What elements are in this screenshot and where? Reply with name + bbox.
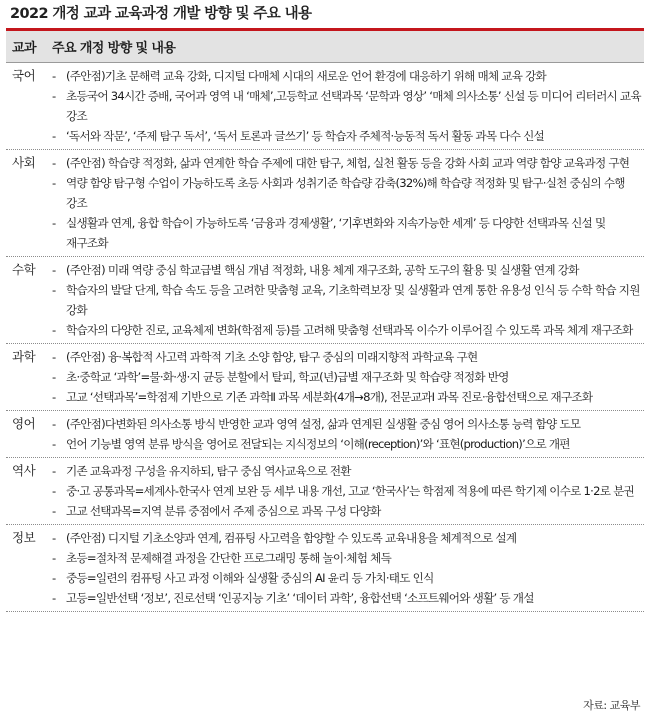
content-cell	[52, 153, 644, 253]
page-title: 2022 개정 교과 교육과정 개발 방향 및 주요 내용	[10, 6, 312, 22]
list-item	[52, 501, 644, 521]
item-text: 초등국어 34시간 증배, 국어과 영역 내 ‘매체’,고등학교 선택과목 ‘문학과 영상’ ‘매체 의사소통’ 신설 등 미디어 리터러시 교육 강조	[66, 89, 641, 123]
list-item	[52, 548, 644, 568]
item-text: 중·고 공통과목=세계사-한국사 연계 보완 등 세부 내용 개선, 고교 ‘한국사’는 학점제 적용에 따른 학기제 이수로 1·2로 분권	[66, 484, 634, 498]
item-bullet: -	[52, 591, 56, 605]
item-bullet: -	[52, 129, 56, 143]
list-item	[52, 213, 644, 253]
list-item	[52, 588, 644, 608]
item-bullet: -	[52, 531, 56, 545]
table-row	[6, 525, 644, 612]
item-text: 기존 교육과정 구성을 유지하되, 탐구 중심 역사교육으로 전환	[66, 464, 351, 478]
table-row	[6, 458, 644, 525]
item-bullet: -	[52, 263, 56, 277]
item-bullet: -	[52, 417, 56, 431]
list-item	[52, 173, 644, 213]
table-row	[6, 411, 644, 458]
item-text: ‘독서와 작문’, ‘주제 탐구 독서’, ‘독서 토론과 글쓰기’ 등 학습자 주체적·능동적 독서 활동 과목 다수 신설	[66, 129, 544, 143]
item-bullet: -	[52, 504, 56, 518]
item-bullet: -	[52, 69, 56, 83]
list-item	[52, 66, 644, 86]
subject-cell: 사회	[12, 155, 36, 170]
item-text: 중등=일련의 컴퓨팅 사고 과정 이해와 실생활 중심의 AI 윤리 등 가치·태도 인식	[66, 571, 434, 585]
item-bullet: -	[52, 571, 56, 585]
table-header	[6, 31, 644, 63]
item-text: 학습자의 다양한 진로, 교육체제 변화(학점제 등)를 고려해 맞춤형 선택과목 이수가 이루어질 수 있도록 과목 체계 재구조화	[66, 323, 633, 337]
item-bullet: -	[52, 390, 56, 404]
item-text: (주안점)다변화된 의사소통 방식 반영한 교과 영역 설정, 삶과 연계된 실생활 중심 영어 의사소통 능력 함양 도모	[66, 417, 581, 431]
item-text: 언어 기능별 영역 분류 방식을 영어로 전달되는 지식정보의 ‘이해(reception)’와 ‘표현(production)’으로 개편	[66, 437, 570, 451]
subject-cell: 수학	[12, 262, 36, 277]
list-item	[52, 347, 644, 367]
list-item	[52, 280, 644, 320]
header-subject: 교과	[12, 41, 36, 56]
item-text: 초·중학교 ‘과학’=물·화·생·지 균등 분할에서 탈피, 학교(년)급별 재구조화 및 학습량 적정화 반영	[66, 370, 509, 384]
item-bullet: -	[52, 464, 56, 478]
item-text: 역량 함양 탐구형 수업이 가능하도록 초등 사회과 성취기준 학습량 감축(32%)해 학습량 적정화 및 탐구·실천 중심의 수행 강조	[66, 176, 625, 210]
curriculum-table	[6, 31, 644, 612]
subject-cell: 정보	[12, 530, 36, 545]
item-text: 실생활과 연계, 융합 학습이 가능하도록 ‘금융과 경제생활’, ‘기후변화와 지속가능한 세계’ 등 다양한 선택과목 신설 및 재구조화	[66, 216, 606, 250]
item-bullet: -	[52, 437, 56, 451]
item-bullet: -	[52, 156, 56, 170]
item-bullet: -	[52, 89, 56, 103]
item-bullet: -	[52, 216, 56, 230]
content-cell	[52, 461, 644, 521]
list-item	[52, 568, 644, 588]
item-text: (주안점)기초 문해력 교육 강화, 디지털 다매체 시대의 새로운 언어 환경에 대응하기 위해 매체 교육 강화	[66, 69, 547, 83]
list-item	[52, 528, 644, 548]
item-bullet: -	[52, 484, 56, 498]
content-cell	[52, 66, 644, 146]
table-row	[6, 257, 644, 344]
item-bullet: -	[52, 350, 56, 364]
subject-cell: 역사	[12, 463, 36, 478]
table-row	[6, 150, 644, 257]
item-text: 고등=일반선택 ‘정보’, 진로선택 ‘인공지능 기초’ ‘데이터 과학’, 융합선택 ‘소프트웨어와 생활’ 등 개설	[66, 591, 534, 605]
list-item	[52, 260, 644, 280]
table-body	[6, 63, 644, 612]
source-credit: 자료: 교육부	[583, 699, 640, 712]
item-text: 고교 ‘선택과목’=학점제 기반으로 기존 과학Ⅱ 과목 세분화(4개→8개), 전문교과Ⅰ 과목 진로·융합선택으로 재구조화	[66, 390, 593, 404]
content-cell	[52, 260, 644, 340]
table-row	[6, 344, 644, 411]
item-bullet: -	[52, 323, 56, 337]
list-item	[52, 387, 644, 407]
item-text: (주안점) 융·복합적 사고력 과학적 기초 소양 함양, 탐구 중심의 미래지향적 과학교육 구현	[66, 350, 478, 364]
table-row	[6, 63, 644, 150]
item-bullet: -	[52, 370, 56, 384]
item-text: 고교 선택과목=지역 분류 중점에서 주제 중심으로 과목 구성 다양화	[66, 504, 381, 518]
item-text: 초등=절차적 문제해결 과정을 간단한 프로그래밍 통해 놀이·체험 체득	[66, 551, 392, 565]
item-bullet: -	[52, 283, 56, 297]
document-frame	[6, 0, 644, 612]
list-item	[52, 367, 644, 387]
list-item	[52, 320, 644, 340]
content-cell	[52, 414, 644, 454]
item-text: 학습자의 발달 단계, 학습 속도 등을 고려한 맞춤형 교육, 기초학력보장 및 실생활과 연계 통한 유용성 인식 등 수학 학습 지원 강화	[66, 283, 640, 317]
list-item	[52, 481, 644, 501]
list-item	[52, 126, 644, 146]
list-item	[52, 461, 644, 481]
item-bullet: -	[52, 176, 56, 190]
content-cell	[52, 347, 644, 407]
subject-cell: 과학	[12, 349, 36, 364]
list-item	[52, 86, 644, 126]
header-content: 주요 개정 방향 및 내용	[52, 41, 176, 56]
item-bullet: -	[52, 551, 56, 565]
content-cell	[52, 528, 644, 608]
subject-cell: 영어	[12, 416, 36, 431]
list-item	[52, 434, 644, 454]
list-item	[52, 153, 644, 173]
item-text: (주안점) 디지털 기초소양과 연계, 컴퓨팅 사고력을 함양할 수 있도록 교육내용을 체계적으로 설계	[66, 531, 517, 545]
item-text: (주안점) 미래 역량 중심 학교급별 핵심 개념 적정화, 내용 체계 재구조화, 공학 도구의 활용 및 실생활 연계 강화	[66, 263, 579, 277]
list-item	[52, 414, 644, 434]
subject-cell: 국어	[12, 68, 36, 83]
item-text: (주안점) 학습량 적정화, 삶과 연계한 학습 주제에 대한 탐구, 체험, 실천 활동 등을 강화 사회 교과 역량 함양 교육과정 구현	[66, 156, 630, 170]
